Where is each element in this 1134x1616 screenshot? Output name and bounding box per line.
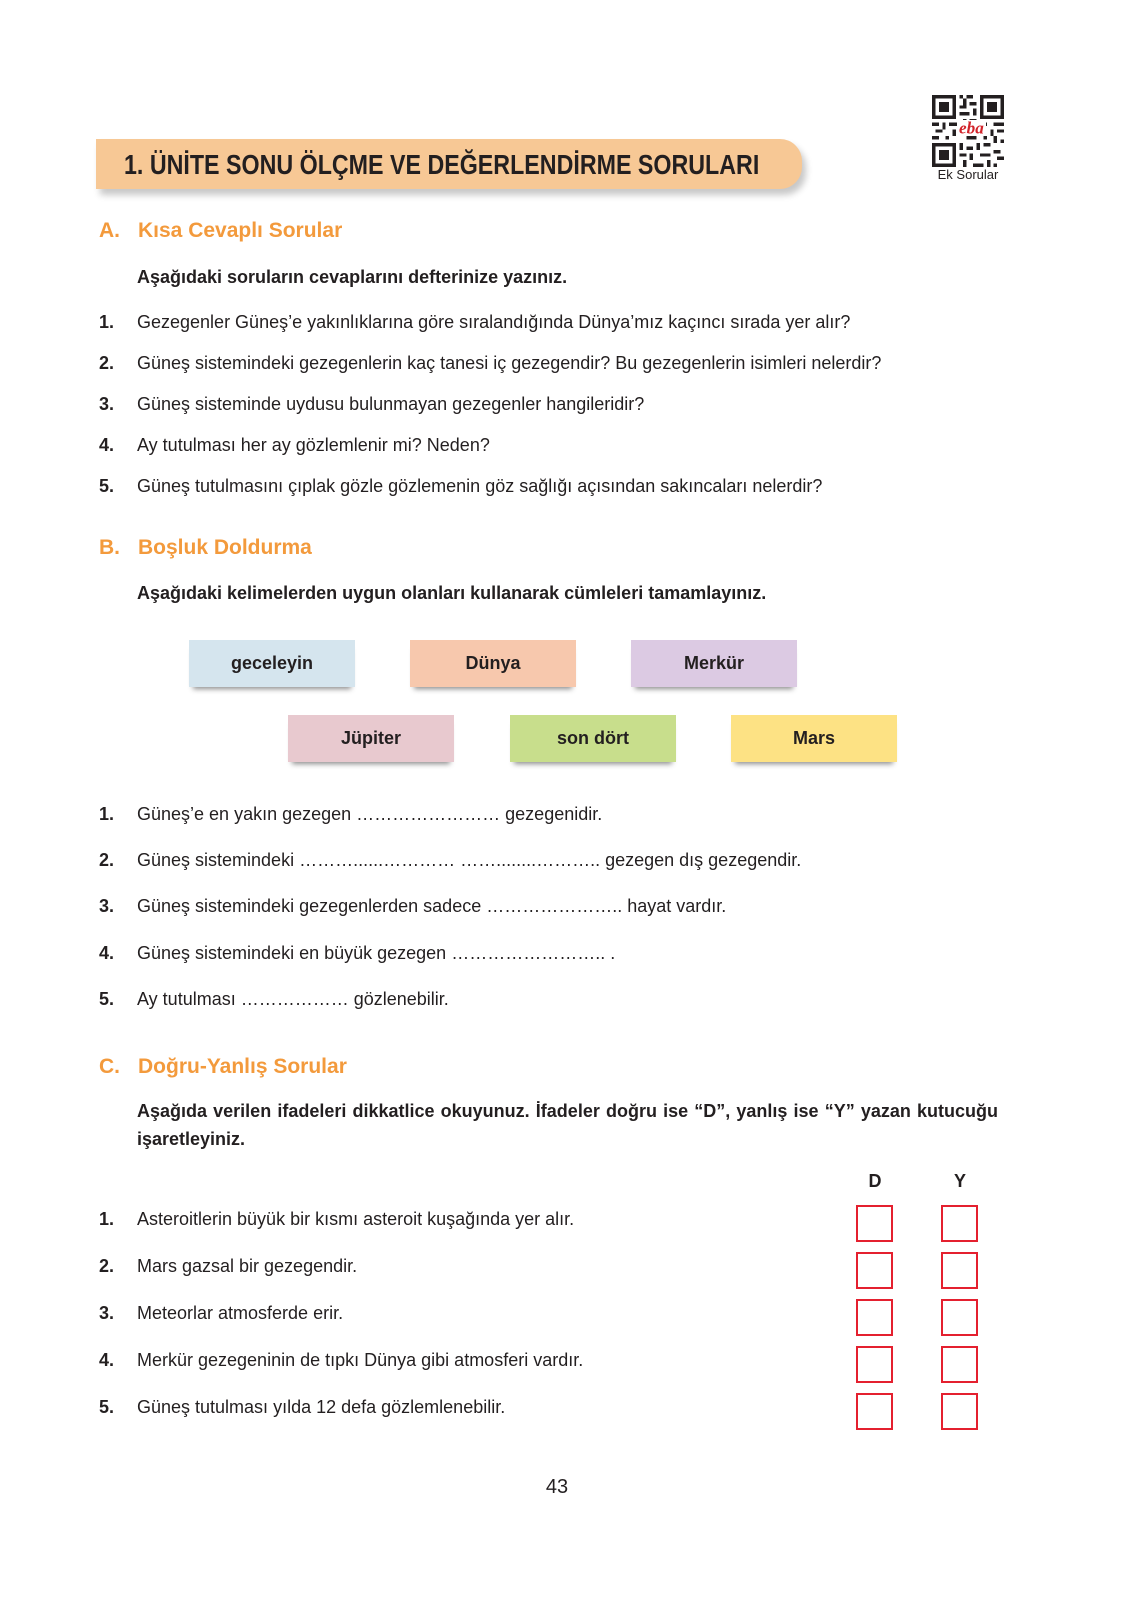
statement-text: Asteroitlerin büyük bir kısmı asteroit kuşağında yer alır. [137,1209,575,1229]
checkbox-y-4[interactable] [941,1346,978,1383]
page-title: 1. ÜNİTE SONU ÖLÇME VE DEĞERLENDİRME SORULARI [124,149,760,180]
fill-sentence [99,942,615,964]
question-item [99,311,850,333]
eba-logo-text: eba [959,118,984,138]
sentence-text: Güneş sistemindeki gezegenlerden sadece ………………….. hayat vardır. [137,896,727,916]
section-a-letter: A. [99,219,120,242]
qr-code-icon[interactable] [932,95,1004,167]
checkbox-d-4[interactable] [856,1346,893,1383]
question-number: 3. [99,394,115,414]
page-number: 43 [545,1476,569,1498]
statement-text: Mars gazsal bir gezegendir. [137,1256,358,1276]
statement-number: 2. [99,1256,115,1276]
fill-sentence [99,988,449,1010]
section-c-title: Doğru-Yanlış Sorular [138,1055,347,1078]
question-text: Güneş sisteminde uydusu bulunmayan gezegenler hangileridir? [137,394,645,414]
section-c-instruction: Aşağıda verilen ifadeleri dikkatlice okuyunuz. İfadeler doğru ise “D”, yanlış ise “Y” yazan kutucuğu işaretleyiniz. [137,1101,998,1149]
word-chip-mars: Mars [731,715,897,762]
statement-number: 5. [99,1397,115,1417]
question-item [99,393,644,415]
checkbox-y-1[interactable] [941,1205,978,1242]
true-false-statement [99,1349,583,1371]
section-b-letter: B. [99,536,120,559]
true-false-statement [99,1302,343,1324]
section-a-instruction: Aşağıdaki soruların cevaplarını defterinize yazınız. [137,267,568,287]
section-a-heading [99,219,342,243]
question-item [99,352,881,374]
sentence-number: 2. [99,850,115,870]
question-number: 2. [99,353,115,373]
word-chip-son-dort: son dört [510,715,676,762]
section-b-heading [99,536,312,560]
word-chip-jupiter: Jüpiter [288,715,454,762]
fill-sentence [99,849,801,871]
question-text: Gezegenler Güneş’e yakınlıklarına göre sıralandığında Dünya’mız kaçıncı sırada yer alır? [137,312,851,332]
checkbox-d-2[interactable] [856,1252,893,1289]
true-false-statement [99,1208,574,1230]
statement-number: 3. [99,1303,115,1323]
qr-caption: Ek Sorular [937,167,999,182]
sentence-number: 4. [99,943,115,963]
sentence-text: Ay tutulması ……………… gözlenebilir. [137,989,449,1009]
statement-number: 1. [99,1209,115,1229]
checkbox-y-2[interactable] [941,1252,978,1289]
statement-text: Güneş tutulması yılda 12 defa gözlemlenebilir. [137,1397,506,1417]
question-text: Güneş sistemindeki gezegenlerin kaç tanesi iç gezegendir? Bu gezegenlerin isimleri nelerdir? [137,353,882,373]
section-c-heading [99,1055,347,1079]
statement-number: 4. [99,1350,115,1370]
question-item [99,475,822,497]
question-number: 1. [99,312,115,332]
checkbox-y-3[interactable] [941,1299,978,1336]
checkbox-y-5[interactable] [941,1393,978,1430]
title-banner [96,139,802,189]
word-chip-merkur: Merkür [631,640,797,687]
word-chip-geceleyin: geceleyin [189,640,355,687]
column-header-d: D [868,1171,882,1191]
sentence-number: 3. [99,896,115,916]
section-b-title: Boşluk Doldurma [138,536,312,559]
true-false-statement [99,1255,357,1277]
fill-sentence [99,895,726,917]
column-header-y: Y [953,1171,966,1191]
sentence-number: 1. [99,804,115,824]
section-a-title: Kısa Cevaplı Sorular [138,219,343,242]
checkbox-d-5[interactable] [856,1393,893,1430]
statement-text: Meteorlar atmosferde erir. [137,1303,344,1323]
question-item [99,434,490,456]
statement-text: Merkür gezegeninin de tıpkı Dünya gibi atmosferi vardır. [137,1350,584,1370]
sentence-text: Güneş sistemindeki en büyük gezegen …………………….. . [137,943,616,963]
question-number: 4. [99,435,115,455]
sentence-text: Güneş sistemindeki ………......………… ……........……….. gezegen dış gezegendir. [137,850,802,870]
sentence-text: Güneş’e en yakın gezegen …………………… gezegenidir. [137,804,603,824]
true-false-statement [99,1396,505,1418]
fill-sentence [99,803,602,825]
question-number: 5. [99,476,115,496]
checkbox-d-3[interactable] [856,1299,893,1336]
question-text: Güneş tutulmasını çıplak gözle gözlemenin göz sağlığı açısından sakıncaları nelerdir? [137,476,823,496]
sentence-number: 5. [99,989,115,1009]
question-text: Ay tutulması her ay gözlemlenir mi? Neden? [137,435,490,455]
word-chip-dunya: Dünya [410,640,576,687]
checkbox-d-1[interactable] [856,1205,893,1242]
section-b-instruction: Aşağıdaki kelimelerden uygun olanları kullanarak cümleleri tamamlayınız. [137,583,767,603]
section-c-letter: C. [99,1055,120,1078]
